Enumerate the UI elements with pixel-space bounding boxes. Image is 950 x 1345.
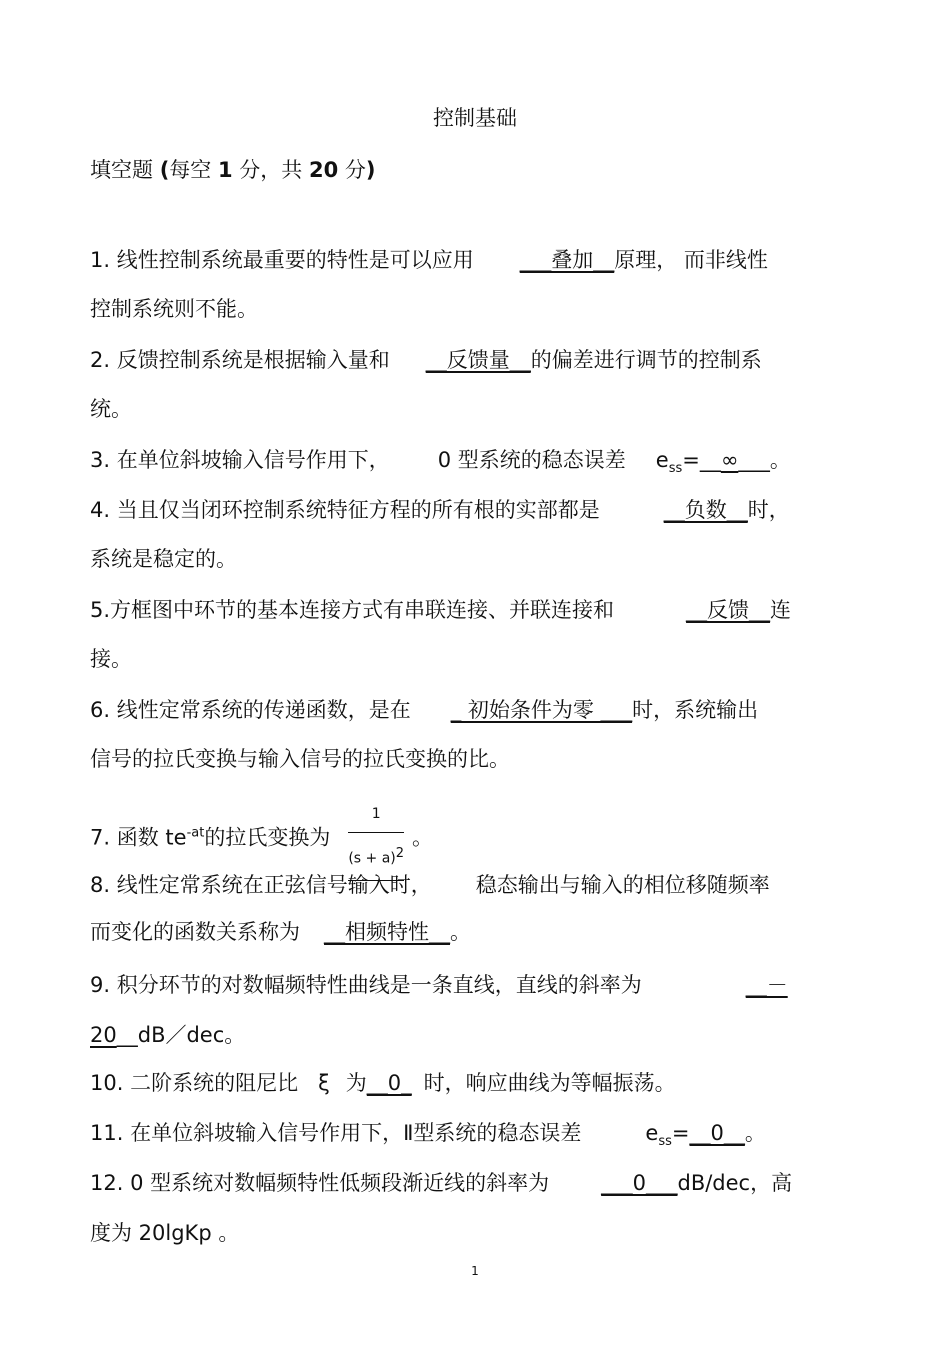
q7-text: 7. 函数	[90, 825, 159, 850]
q3-text: 3. 在单位斜坡输入信号作用下，	[90, 448, 390, 472]
q9-answer-part1: __－	[745, 973, 788, 997]
q7-den-sup: 2	[395, 846, 405, 861]
q4-continuation: 系统是稳定的。	[90, 547, 237, 571]
question-8	[90, 870, 770, 900]
q6-continuation: 信号的拉氏变换与输入信号的拉氏变换的比。	[90, 747, 510, 771]
question-10	[90, 1068, 676, 1098]
q3-eq: =__	[682, 448, 721, 472]
q11-text: 11. 在单位斜坡输入信号作用下，Ⅱ型系统的稳态误差	[90, 1121, 582, 1145]
q7-numerator: 1	[348, 796, 404, 833]
q4-answer: __负数__	[663, 498, 748, 522]
q11-post: 。	[744, 1121, 766, 1145]
q3-e: e	[655, 448, 669, 472]
q11-sub: ss	[658, 1134, 672, 1150]
q7-sup: -at	[186, 825, 205, 841]
question-6	[90, 695, 758, 725]
q3-sub: ss	[668, 461, 683, 477]
q6-post: 时，系统输出	[632, 698, 759, 722]
question-3	[90, 445, 791, 484]
section-points-total: 20	[308, 158, 339, 182]
q10-answer: __0_	[366, 1071, 412, 1095]
q7-mid: 的拉氏变换为	[204, 825, 331, 850]
q3-mid: 0 型系统的稳态误差	[437, 448, 626, 472]
q6-answer: _ 初始条件为零 ___	[450, 698, 633, 722]
q3-post: ___。	[738, 448, 791, 472]
q7-te: te	[165, 825, 187, 850]
q9-answer-part2: 20	[90, 1023, 117, 1047]
q11-eq: =	[671, 1121, 690, 1145]
section-note-a: 每空	[169, 158, 212, 182]
section-note-c: 分	[344, 158, 366, 182]
q5-answer: __反馈__	[686, 598, 771, 622]
question-11	[90, 1118, 766, 1157]
q1-post: 原理， 而非线性	[614, 248, 768, 272]
q7-fraction	[348, 796, 404, 881]
q9-text: 9. 积分环节的对数幅频特性曲线是一条直线，直线的斜率为	[90, 973, 642, 997]
question-12	[90, 1168, 792, 1198]
question-1	[90, 245, 768, 275]
q6-text: 6. 线性定常系统的传递函数，是在	[90, 698, 411, 722]
question-7	[90, 796, 433, 881]
q8-answer: __相频特性__	[324, 920, 450, 944]
q9-continuation	[90, 1020, 245, 1050]
q10-mid: 为	[345, 1071, 367, 1095]
q5-text: 5.方框图中环节的基本连接方式有串联连接、并联连接和	[90, 598, 615, 622]
section-points-each: 1	[217, 158, 233, 182]
q10-text: 10. 二阶系统的阻尼比	[90, 1071, 299, 1095]
q8-cont-text: 而变化的函数关系称为	[90, 920, 300, 944]
q10-xi: ξ	[318, 1071, 330, 1095]
section-close-paren: )	[365, 158, 376, 182]
q4-text: 4. 当且仅当闭环控制系统特征方程的所有根的实部都是	[90, 498, 600, 522]
q3-answer: ∞	[720, 448, 739, 472]
q12-answer: ___0___	[601, 1171, 678, 1195]
q12-text: 12. 0 型系统对数幅频特性低频段渐近线的斜率为	[90, 1171, 550, 1195]
section-open-paren: (	[159, 158, 170, 182]
q10-post: 时，响应曲线为等幅振荡。	[423, 1071, 676, 1095]
q2-post: 的偏差进行调节的控制系	[530, 348, 762, 372]
section-label: 填空题	[90, 158, 153, 182]
q1-continuation: 控制系统则不能。	[90, 297, 258, 321]
q2-answer: __反馈量__	[425, 348, 531, 372]
page-number: 1	[471, 1264, 479, 1278]
q8-mid: 稳态输出与输入的相位移随频率	[475, 873, 770, 897]
question-5	[90, 595, 791, 625]
section-heading	[90, 154, 376, 184]
q12-post: dB/dec，高	[677, 1171, 793, 1195]
q1-text: 1. 线性控制系统最重要的特性是可以应用	[90, 248, 474, 272]
q5-continuation: 接。	[90, 647, 132, 671]
q5-post: 连	[770, 598, 792, 622]
question-9	[90, 970, 788, 1000]
section-note-b: 分，共	[239, 158, 303, 182]
q8-post: 。	[450, 920, 471, 944]
q11-e: e	[645, 1121, 659, 1145]
q7-den-text: (s + a)	[348, 850, 396, 867]
question-2	[90, 345, 762, 375]
q12-continuation: 度为 20lgKp 。	[90, 1221, 240, 1245]
q8-continuation	[90, 917, 471, 947]
q7-post: 。	[412, 825, 434, 850]
q1-answer: ___叠加__	[519, 248, 615, 272]
q2-continuation: 统。	[90, 397, 132, 421]
q11-answer: __0__	[689, 1121, 745, 1145]
q4-post: 时，	[747, 498, 790, 522]
q9-post: __dB／dec。	[116, 1023, 246, 1047]
question-4	[90, 495, 790, 525]
q8-text: 8. 线性定常系统在正弦信号输入时，	[90, 873, 432, 897]
q2-text: 2. 反馈控制系统是根据输入量和	[90, 348, 390, 372]
page-title: 控制基础	[433, 106, 517, 130]
